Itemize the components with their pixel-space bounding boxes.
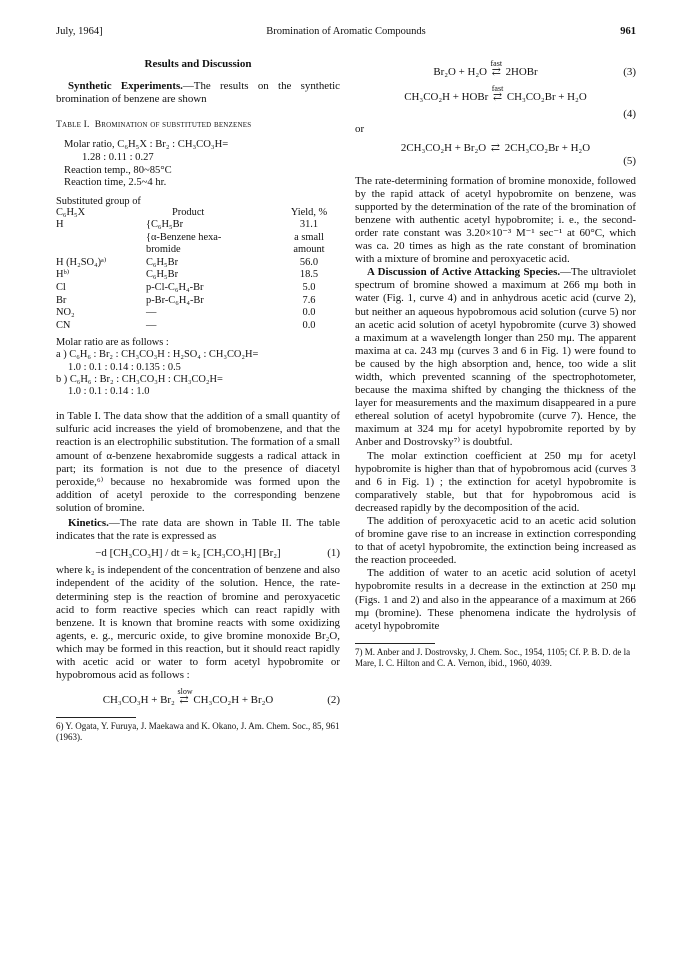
table-row (56, 319, 340, 332)
equation-4-body (355, 84, 636, 104)
table-notes (56, 337, 340, 398)
footnote-7: 7) M. Anber and J. Dostrovsky, J. Chem. Soc., 1954, 1105; Cf. P. B. D. de la Mare, I. C. Hilton and C. A. Vernon, ibid., 1960, 4039. (355, 646, 631, 668)
cell-product: p-Cl-C₆H₄-Br (146, 281, 204, 293)
cell-yield: 7.6 (302, 294, 316, 306)
cell-product: — (146, 319, 157, 331)
cell-group: Hᵇ⁾ (56, 269, 70, 281)
equation-2-left: CH₃CO₃H + Br₂ (102, 694, 175, 707)
equation-4 (355, 84, 636, 104)
table-row (56, 231, 340, 244)
equation-5-left: 2CH₃CO₂H + Br₂O (400, 142, 487, 155)
table-label: Table I. (56, 120, 90, 131)
cell-group: Br (56, 294, 67, 306)
note-b-values: 1.0 : 0.1 : 0.14 : 1.0 (68, 386, 150, 398)
section-title: Results and Discussion (144, 58, 252, 70)
arrow-label: slow (177, 687, 193, 697)
equation-4-left: CH₃CO₂H + HOBr (404, 91, 489, 104)
paragraph-text: —The rate data are shown in Table II. The table indicates that the rate is expressed as (56, 517, 340, 543)
cell-product: C₆H₅Br (146, 256, 179, 268)
table-row (56, 281, 340, 294)
condition-temp: Reaction temp., 80~85°C (64, 164, 172, 176)
equation-or: or (355, 123, 365, 136)
cell-yield: 0.0 (302, 319, 316, 331)
equilibrium-arrow-icon: fast ⇄ (490, 59, 503, 78)
cell-yield: 56.0 (299, 256, 319, 268)
footnote-rule (56, 717, 136, 718)
column-header-product: Product (172, 207, 205, 219)
footnote-rule (355, 643, 435, 644)
equation-2-number: (2) (327, 694, 340, 707)
paragraph-peroxyacetic: The addition of peroxyacetic acid to an acetic acid solution of bromine gave rise to an increase in extinction corresponding to that of acetyl hypobromite, the extinction being increased as the reaction proceeded. (355, 515, 636, 567)
table-caption-text: Bromination of substituted benzenes (94, 120, 252, 131)
equilibrium-arrow-icon: ⇄ (490, 142, 501, 155)
note-b: b ) C₆H₆ : Br₂ : CH₃CO₃H : CH₃CO₂H= (56, 373, 223, 385)
equation-3-left: Br₂O + H₂O (433, 66, 487, 78)
cell-group: NO₂ (56, 307, 75, 319)
cell-yield: a small (294, 231, 324, 243)
paragraph-synthetic (56, 80, 340, 106)
running-header (56, 26, 636, 42)
left-column (56, 58, 340, 743)
cell-yield: 5.0 (302, 281, 316, 293)
note-a-values: 1.0 : 0.1 : 0.14 : 0.135 : 0.5 (68, 361, 181, 373)
footnote-6: 6) Y. Ogata, Y. Furuya, J. Maekawa and K. Okano, J. Am. Chem. Soc., 85, 961 (1963). (56, 721, 340, 743)
cell-product: — (146, 307, 157, 319)
cell-product: p-Br-C₆H₄-Br (146, 294, 204, 306)
paragraph-extinction: The molar extinction coefficient at 250 mμ for acetyl hypobromite is higher than that of hypobromous acid (curves 3 and 6 in Fig. 1) ; the extinction for acetyl hypobromite is comparatively stable, but that for hypobromous acid is decreased rapidly by the decomposition of the acid. (355, 449, 636, 514)
cell-product: bromide (146, 244, 181, 256)
page-number: 961 (620, 26, 636, 37)
paragraph-water: The addition of water to an acetic acid solution of acetyl hypobromite results in a decrease in the extinction at 250 mμ (Figs. 1 and 2) and also in the appearance of a maximum at 266 mμ (bromine). These phenomena indicate the hydrolysis of acetyl hypobromite (355, 567, 636, 632)
paragraph-heading: Synthetic Experiments. (68, 80, 183, 93)
cell-group: Cl (56, 281, 66, 293)
equation-3-body (355, 59, 616, 79)
equation-1-number: (1) (327, 547, 340, 560)
paragraph-active-species (355, 266, 636, 449)
paragraph-text: —The results on the synthetic bromination of benzene are shown (56, 80, 340, 106)
condition-time: Reaction time, 2.5~4 hr. (64, 177, 167, 189)
equilibrium-arrow-icon: fast ⇄ (491, 84, 504, 104)
condition-ratio: Molar ratio, C₆H₅X : Br₂ : CH₃CO₃H= (64, 139, 229, 151)
note-a: a ) C₆H₆ : Br₂ : CH₃CO₃H : H₂SO₄ : CH₃CO₂H= (56, 349, 259, 361)
cell-yield: amount (293, 244, 325, 256)
equation-2 (56, 687, 340, 707)
equation-5 (355, 142, 636, 155)
paragraph-table-discussion: in Table I. The data show that the addition of a small quantity of sulfuric acid increases the yield of bromobenzene, and that the reaction is an electrophilic substitution. The formation of a small amount of α-benzene hexabromide suggests a radical attack in part; its formation is not due to the presence of diacetyl peroxide,⁶⁾ because no hexabromide was formed upon the addition of acetyl peroxide to the corresponding benzene solution of bromine. (56, 410, 340, 514)
table-row (56, 268, 340, 281)
table-conditions (64, 139, 340, 189)
equation-2-body (56, 687, 320, 707)
table-row (56, 294, 340, 307)
cell-product: {C₆H₅Br (146, 218, 184, 230)
equation-5-right: 2CH₃CO₂Br + H₂O (504, 142, 591, 155)
column-header-group: Substituted group of C₆H₅X (56, 195, 141, 219)
table-row (56, 243, 340, 256)
equation-1-body: −d [CH₃CO₃H] / dt = k₂ [CH₃CO₃H] [Br₂] (95, 547, 281, 560)
table-row (56, 256, 340, 269)
cell-group: CN (56, 319, 71, 331)
equation-3-right: 2HOBr (505, 66, 538, 78)
header-title: Bromination of Aromatic Compounds (266, 26, 426, 37)
paragraph-heading: A Discussion of Active Attacking Species. (367, 266, 561, 279)
equation-4-number: (4) (623, 108, 636, 121)
table-row (56, 219, 340, 231)
note-intro: Molar ratio are as follows : (56, 337, 169, 349)
equation-2-right: CH₃CO₂H + Br₂O (193, 694, 274, 707)
equation-1 (56, 547, 340, 560)
table-row (56, 306, 340, 319)
equation-4-right: CH₃CO₂Br + H₂O (506, 91, 587, 104)
paragraph-heading: Kinetics. (68, 517, 109, 530)
equation-5-body (355, 142, 636, 155)
header-date: July, 1964] (56, 26, 103, 37)
cell-group (56, 243, 142, 256)
equation-3 (355, 59, 636, 79)
cell-product: C₆H₅Br (146, 269, 179, 281)
cell-yield: 0.0 (302, 307, 316, 319)
equation-3-number: (3) (623, 66, 636, 78)
paragraph-kinetics (56, 517, 340, 543)
equation-5-number: (5) (623, 155, 636, 168)
cell-yield: 18.5 (299, 269, 319, 281)
condition-ratio-values: 1.28 : 0.11 : 0.27 (82, 151, 154, 163)
column-header-yield: Yield, % (290, 207, 328, 219)
paragraph-mechanism: where k₂ is independent of the concentration of benzene and also independent of the acidity of the solution. Hence, the rate-determining step is the reaction of bromine and peroxyacetic acid to form reactive species which can react rapidly with benzene. It is known that bromine reacts with some oxidizing agents, e. g., mercuric oxide, to give bromine monoxide Br₂O, which may be formed in this reaction, but it should react rapidly with acetic acid or water to form acetyl hypobromite or hypobromous acid as follows : (56, 564, 340, 682)
cell-group: H (56, 218, 64, 230)
cell-group (56, 231, 142, 244)
cell-product: {α-Benzene hexa- (146, 231, 222, 243)
paragraph-text: —The ultraviolet spectrum of bromine showed a maximum at 266 mμ both in water (Fig. 1, curve 4) and in anhydrous acetic acid (curve 2), but neither an aqueous hypobromous acid solution (curve 5) nor an acetic acid solution of acetyl hypobromite (curve 3) showed a maximum at a wavelength longer than 250 mμ. The apparent maxima at ca. 243 mμ (curves 3 and 6 in Fig. 1) were found to be caused by the high absorption and, hence, too wide a slit width, which prevented scanning of the spectrophotometer, because the maxima shifted by changing the thickness of the layer for measurements and the maximum disappeared in a pure ethereal solution of acetyl hypobromite (curve 7). Hence, the maximum at 324 mμ for acetyl hypobromite reported by by Anber and Dostrovsky⁷⁾ is doubtful. (355, 266, 636, 449)
cell-group: H (H₂SO₄)ᵃ⁾ (56, 256, 107, 268)
right-column (355, 58, 636, 669)
bromination-table (56, 196, 340, 332)
table-caption (56, 119, 340, 132)
arrow-label: fast (490, 59, 503, 68)
paragraph-rate-determining: The rate-determining formation of bromine monoxide, followed by the rapid attack of acetyl hypobromite on benzene, was supported by the determination of the rate of the bromination of benzene with authentic acetyl hypobromite; i. e., the second-order rate constant was 3.20×10⁻³ M⁻¹ sec⁻¹ at 60°C, which was ca. 20 times as high as the rate constant of bromination with a mixture of bromine and peroxyacetic acid. (355, 174, 636, 266)
cell-yield: 31.1 (299, 218, 319, 230)
equilibrium-arrow-icon: slow ⇄ (177, 687, 193, 707)
arrow-label: fast (491, 84, 504, 94)
